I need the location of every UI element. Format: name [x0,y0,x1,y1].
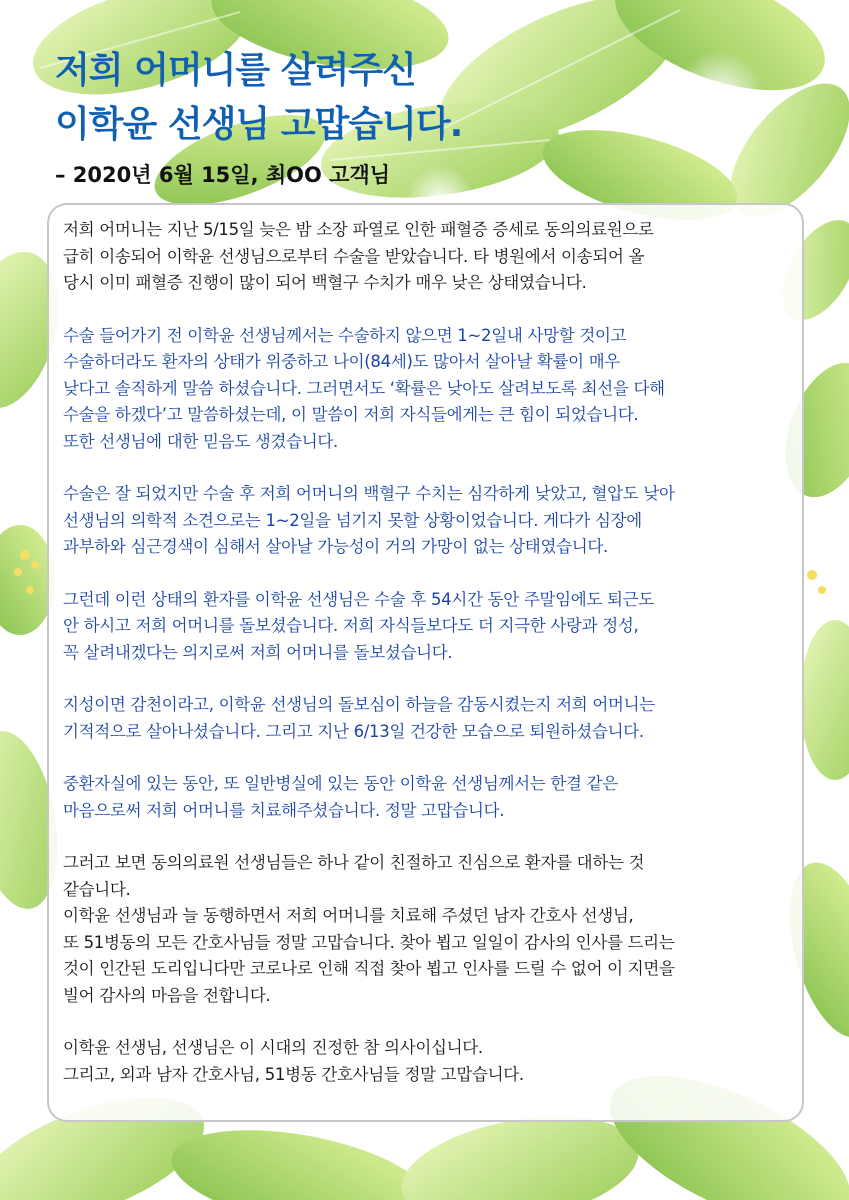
page-title-line-2: 이학윤 선생님 고맙습니다. [55,104,463,145]
letter-paragraph: 지성이면 감천이라고, 이학윤 선생님의 돌보심이 하늘을 감동시켰는지 저희 어머니는 기적적으로 살아나셨습니다. 그리고 지난 6/13일 건강한 모습으로 퇴원하셨습니다. [63,695,655,741]
header [55,44,815,190]
page-title-line-1: 저희 어머니를 살려주신 [55,50,416,91]
letter-paragraph: 중환자실에 있는 동안, 또 일반병실에 있는 동안 이학윤 선생님께서는 한결 같은 마음으로써 저희 어머니를 치료해주셨습니다. 정말 고맙습니다. [63,774,618,820]
letter-paragraph: 수술 들어가기 전 이학윤 선생님께서는 수술하지 않으면 1~2일내 사망할 것이고 수술하더라도 환자의 상태가 위중하고 나이(84세)도 많아서 살아날 확률이 매우 낮다고 솔직하게 말씀 하셨습니다. 그러면서도 ‘확률은 낮아도 살려보도록 최선을 다해 수술을 하겠다’고 말씀하셨는데, 이 말씀이 저희 자식들에게는 큰 힘이 되었습니다. 또한 선생님에 대한 믿음도 생겼습니다. [63,325,665,451]
letter-paragraph: 수술은 잘 되었지만 수술 후 저희 어머니의 백혈구 수치는 심각하게 낮았고, 혈압도 낮아 선생님의 의학적 소견으로는 1~2일을 넘기지 못할 상황이었습니다. 게다가 심장에 과부하와 심근경색이 심해서 살아날 가능성이 거의 가망이 없는 상태였습니다. [63,484,675,556]
letter-paragraph: 저희 어머니는 지난 5/15일 늦은 밤 소장 파열로 인한 패혈증 증세로 동의의료원으로 급히 이송되어 이학윤 선생님으로부터 수술을 받았습니다. 타 병원에서 이송되어 올 당시 이미 패혈증 진행이 많이 되어 백혈구 수치가 매우 낮은 상태였습니다. [63,220,654,292]
letter-box [47,203,804,1122]
letter-paragraph: 그러고 보면 동의의료원 선생님들은 하나 같이 친절하고 진심으로 환자를 대하는 것 같습니다. 이학윤 선생님과 늘 동행하면서 저희 어머니를 치료해 주셨던 남자 간호사 선생님, 또 51병동의 모든 간호사님들 정말 고맙습니다. 찾아 뵙고 일일이 감사의 인사를 드리는 것이 인간된 도리입니다만 코로나로 인해 직접 찾아 뵙고 인사를 드릴 수 없어 이 지면을 빌어 감사의 마음을 전합니다. [63,853,675,1005]
letter-paragraph: 이학윤 선생님, 선생님은 이 시대의 진정한 참 의사이십니다. 그리고, 외과 남자 간호사님, 51병동 간호사님들 정말 고맙습니다. [63,1038,524,1084]
letter-paragraph: 그런데 이런 상태의 환자를 이학윤 선생님은 수술 후 54시간 동안 주말임에도 퇴근도 안 하시고 저희 어머니를 돌보셨습니다. 저희 자식들보다도 더 지극한 사랑과 정성, 꼭 살려내겠다는 의지로써 저희 어머니를 돌보셨습니다. [63,589,654,662]
date-and-author: – 2020년 6월 15일, 최OO 고객님 [55,163,391,187]
